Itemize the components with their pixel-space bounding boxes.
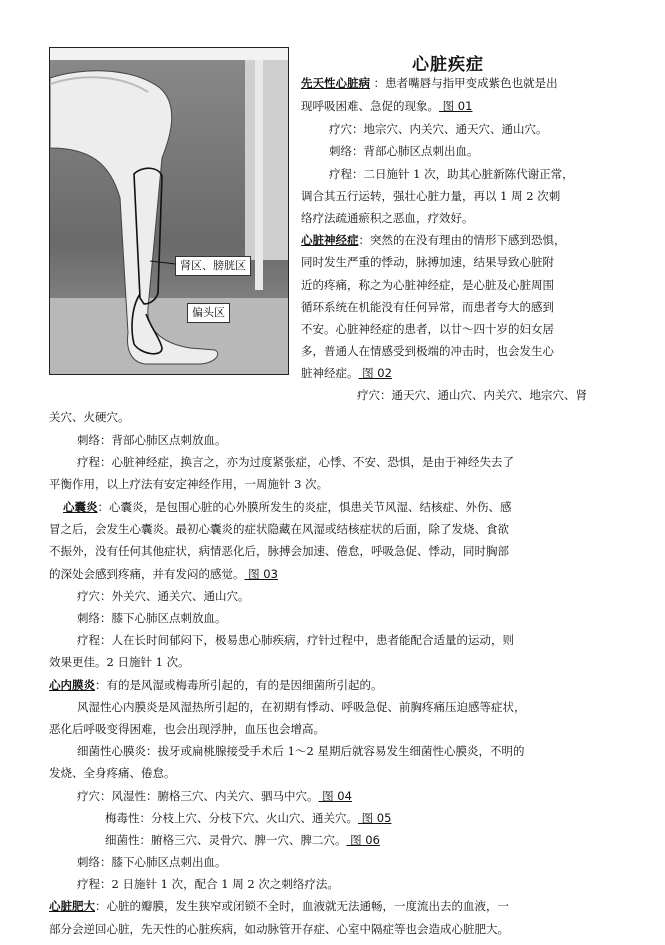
- line-text: ：患者嘴唇与指甲变成紫色也就是出: [370, 76, 558, 90]
- text-line: [77, 454, 514, 470]
- figure-reference: 图 04: [318, 789, 352, 803]
- line-text: ：心脏的瓣膜，发生狭窄或闭锁不全时，血液就无法通畅，一度流出去的血液，一: [95, 899, 509, 913]
- text-line: [49, 721, 325, 737]
- text-line: [301, 321, 554, 337]
- text-line: [49, 566, 278, 582]
- text-line: [329, 166, 574, 182]
- figure-reference: 图 06: [346, 833, 380, 847]
- text-line: [49, 521, 509, 537]
- kidney-bladder-area-label: 肾区、膀胱区: [175, 256, 251, 276]
- leg-illustration: [50, 48, 288, 374]
- text-line: [301, 277, 554, 293]
- page-title: 心脏疾症: [412, 55, 484, 75]
- figure-reference: 图 03: [244, 567, 278, 581]
- text-line: [301, 188, 560, 204]
- line-text: 刺络：膝下心肺区点刺放血。: [77, 611, 227, 625]
- line-text: ：突然的在没有理由的情形下感到恐惧，: [358, 233, 566, 247]
- text-line: [77, 854, 227, 870]
- line-text: 刺络：膝下心肺区点刺出血。: [77, 855, 227, 869]
- section-heading: 心脏神经症: [301, 233, 359, 247]
- text-line: [77, 632, 514, 648]
- line-text: 疗程：二日施针 1 次，助其心脏新陈代谢正常，: [329, 167, 574, 181]
- line-text: 不安。心脏神经症的患者，以廿～四十岁的妇女居: [301, 322, 554, 336]
- migraine-area-label: 偏头区: [187, 303, 230, 323]
- line-text: 不振外，没有任何其他症状，病情恶化后，脉搏会加速、倦怠，呼吸急促、悸动，同时胸部: [49, 544, 509, 558]
- line-text: 循环系统在机能没有任何异常，而患者夸大的感到: [301, 300, 554, 314]
- line-text: 刺络：背部心肺区点刺放血。: [77, 433, 227, 447]
- figure-reference: 图 01: [439, 99, 473, 113]
- section-heading: 心脏肥大: [49, 899, 95, 913]
- line-text: 风湿性心内膜炎是风湿热所引起的，在初期有悸动、呼吸急促、前胸疼痛压迫感等症状，: [77, 700, 526, 714]
- leg-acupuncture-figure: [49, 47, 289, 375]
- text-line: [301, 98, 472, 114]
- line-text: 疗穴：通天穴、通山穴、内关穴、地宗穴、肾: [357, 388, 587, 402]
- text-line: [49, 476, 328, 492]
- text-line: [301, 365, 392, 381]
- line-text: 疗穴：外关穴、通关穴、通山穴。: [77, 589, 250, 603]
- text-line: [77, 699, 526, 715]
- text-line: [77, 876, 339, 892]
- line-text: 细菌性心膜炎：拔牙或扁桃腺接受手术后 1～2 星期后就容易发生细菌性心膜炎，不明的: [77, 744, 525, 758]
- line-text: 疗程：2 日施针 1 次，配合 1 周 2 次之刺络疗法。: [77, 877, 339, 891]
- line-text: ：有的是风湿或梅毒所引起的，有的是因细菌所引起的。: [95, 678, 383, 692]
- text-line: [49, 654, 190, 670]
- line-text: 疗穴：风湿性：腑格三穴、内关穴、驷马中穴。: [77, 789, 319, 803]
- text-line: [49, 543, 509, 559]
- text-line: [49, 898, 509, 914]
- line-text: 的深处会感到疼痛，并有发闷的感觉。: [49, 567, 245, 581]
- text-line: [77, 610, 227, 626]
- line-text: 调合其五行运转，强壮心脏力量，再以 1 周 2 次刺: [301, 189, 561, 203]
- text-line: [77, 743, 524, 759]
- text-line: [329, 121, 548, 137]
- line-text: 疗程：人在长时间郁闷下，极易患心肺疾病，疗针过程中，患者能配合适量的运动，则: [77, 633, 514, 647]
- line-text: 络疗法疏通瘀积之恶血，疗效好。: [301, 211, 474, 225]
- line-text: 效果更佳。2 日施针 1 次。: [49, 655, 190, 669]
- line-text: 发烧、全身疼痛、倦怠。: [49, 766, 176, 780]
- line-text: 梅毒性：分枝上穴、分枝下穴、火山穴、通关穴。: [105, 811, 358, 825]
- text-line: [77, 588, 250, 604]
- text-line: [329, 143, 479, 159]
- line-text: 疗程：心脏神经症，换言之，亦为过度紧张症，心悸、不安、恐惧，是由于神经失去了: [77, 455, 514, 469]
- figure-reference: 图 02: [358, 366, 392, 380]
- text-line: [77, 788, 352, 804]
- line-text: ：心囊炎，是包围心脏的心外膜所发生的炎症，惧患关节风湿、结核症、外伤、感: [97, 500, 512, 514]
- line-text: 同时发生严重的悸动，脉搏加速，结果导致心脏附: [301, 255, 554, 269]
- line-text: 疗穴：地宗穴、内关穴、通天穴、通山穴。: [329, 122, 548, 136]
- line-text: 关穴、火硬穴。: [49, 410, 130, 424]
- text-line: [301, 232, 566, 248]
- text-line: [301, 343, 554, 359]
- line-text: 恶化后呼吸变得困难，也会出现浮肿，血压也会增高。: [49, 722, 325, 736]
- line-text: 脏神经症。: [301, 366, 359, 380]
- text-line: [301, 210, 474, 226]
- text-line: [301, 254, 554, 270]
- line-text: 细菌性：腑格三穴、灵骨穴、脾一穴、脾二穴。: [105, 833, 347, 847]
- text-line: [49, 409, 130, 425]
- line-text: 冒之后，会发生心囊炎。最初心囊炎的症状隐藏在风湿或结核症状的后面，除了发烧、食欲: [49, 522, 509, 536]
- line-text: 部分会逆回心脏，先天性的心脏疾病，如动脉管开存症、心室中隔症等也会造成心脏肥大。: [49, 922, 509, 936]
- line-text: 近的疼痛，称之为心脏神经症，是心脏及心脏周围: [301, 278, 554, 292]
- text-line: [301, 299, 554, 315]
- text-line: [49, 921, 509, 937]
- text-line: [357, 387, 587, 403]
- text-line: [301, 75, 558, 91]
- text-line: [49, 677, 383, 693]
- figure-reference: 图 05: [358, 811, 392, 825]
- text-line: [105, 832, 380, 848]
- text-line: [77, 432, 227, 448]
- line-text: 多，普通人在情感受到极端的冲击时，也会发生心: [301, 344, 554, 358]
- text-line: [49, 765, 176, 781]
- section-heading: 心囊炎: [63, 500, 98, 514]
- section-heading: 先天性心脏病: [301, 76, 370, 90]
- section-heading: 心内膜炎: [49, 678, 95, 692]
- line-text: 刺络：背部心肺区点刺出血。: [329, 144, 479, 158]
- line-text: 现呼吸困难、急促的现象。: [301, 99, 439, 113]
- text-line: [63, 499, 512, 515]
- line-text: 平衡作用，以上疗法有安定神经作用，一周施针 3 次。: [49, 477, 329, 491]
- text-line: [105, 810, 391, 826]
